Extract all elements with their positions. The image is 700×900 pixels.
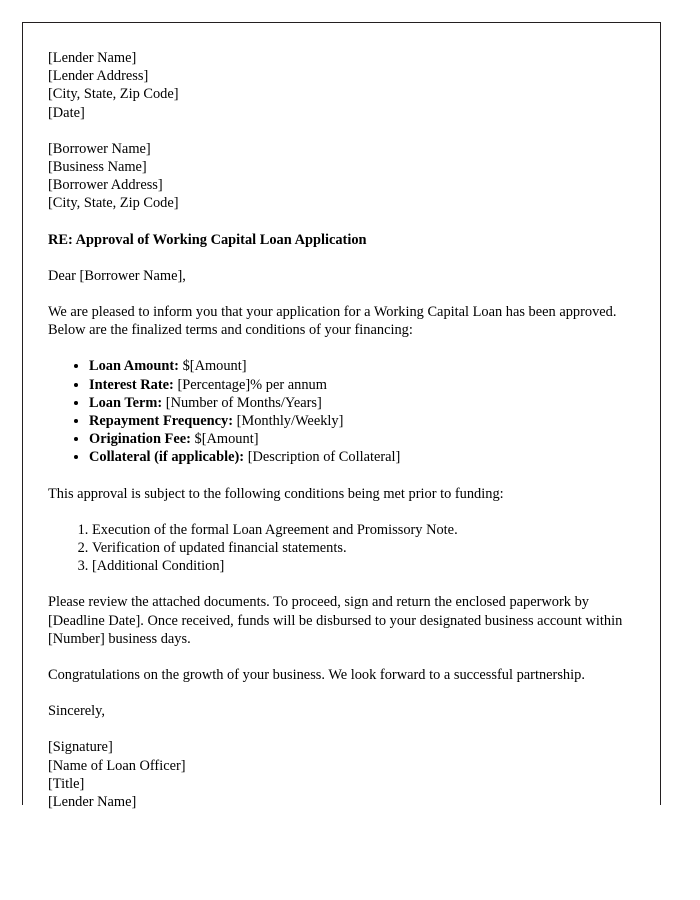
document-page bbox=[22, 22, 661, 811]
lender-city-state-zip: [City, State, Zip Code] bbox=[48, 86, 179, 103]
letter-date: [Date] bbox=[48, 104, 85, 121]
loan-officer-title: [Title] bbox=[48, 775, 85, 792]
term-value: $[Amount] bbox=[194, 431, 259, 448]
congratulations-paragraph: Congratulations on the growth of your business. We look forward to a successful partnership. bbox=[48, 667, 585, 684]
list-item bbox=[89, 448, 636, 466]
borrower-city-state-zip: [City, State, Zip Code] bbox=[48, 195, 179, 212]
signature-block bbox=[48, 738, 636, 811]
signature-lender-name: [Lender Name] bbox=[48, 794, 137, 811]
closing-salutation: Sincerely, bbox=[48, 703, 106, 720]
borrower-address-block bbox=[48, 140, 636, 213]
list-item bbox=[89, 376, 636, 394]
intro-paragraph: We are pleased to inform you that your application for a Working Capital Loan has been approved. Below are the finalized terms and conditions of your financing: bbox=[48, 304, 617, 339]
term-value: [Monthly/Weekly] bbox=[236, 413, 344, 430]
term-value: [Description of Collateral] bbox=[247, 449, 401, 466]
subject-line: RE: Approval of Working Capital Loan Application bbox=[48, 231, 367, 248]
term-label: Repayment Frequency: bbox=[89, 413, 234, 430]
list-item bbox=[89, 412, 636, 430]
term-label: Interest Rate: bbox=[89, 376, 174, 393]
term-label: Origination Fee: bbox=[89, 431, 191, 448]
list-item: 2. Verification of updated financial statements. bbox=[92, 539, 636, 557]
list-item: 3. [Additional Condition] bbox=[92, 557, 636, 575]
instructions-paragraph: Please review the attached documents. To proceed, sign and return the enclosed paperwork by [Deadline Date]. Once received, funds will be disbursed to your designated business account within [Number] business days. bbox=[48, 594, 623, 647]
term-value: [Number of Months/Years] bbox=[165, 394, 322, 411]
conditions-intro-paragraph: This approval is subject to the following conditions being met prior to funding: bbox=[48, 485, 504, 502]
conditions-list bbox=[48, 521, 636, 576]
business-name: [Business Name] bbox=[48, 159, 147, 176]
list-item bbox=[89, 394, 636, 412]
term-value: $[Amount] bbox=[182, 358, 247, 375]
list-item bbox=[89, 430, 636, 448]
term-label: Loan Amount: bbox=[89, 358, 179, 375]
salutation: Dear [Borrower Name], bbox=[48, 267, 186, 284]
list-item: 1. Execution of the formal Loan Agreement and Promissory Note. bbox=[92, 521, 636, 539]
term-label: Collateral (if applicable): bbox=[89, 449, 245, 466]
lender-address: [Lender Address] bbox=[48, 68, 149, 85]
letter-body bbox=[48, 49, 636, 811]
borrower-name: [Borrower Name] bbox=[48, 140, 151, 157]
signature-placeholder: [Signature] bbox=[48, 739, 113, 756]
lender-name: [Lender Name] bbox=[48, 50, 137, 66]
lender-address-block bbox=[48, 49, 636, 122]
term-label: Loan Term: bbox=[89, 394, 163, 411]
loan-terms-list bbox=[48, 357, 636, 466]
borrower-address: [Borrower Address] bbox=[48, 177, 163, 194]
list-item bbox=[89, 357, 636, 375]
loan-officer-name: [Name of Loan Officer] bbox=[48, 757, 186, 774]
term-value: [Percentage]% per annum bbox=[177, 376, 327, 393]
